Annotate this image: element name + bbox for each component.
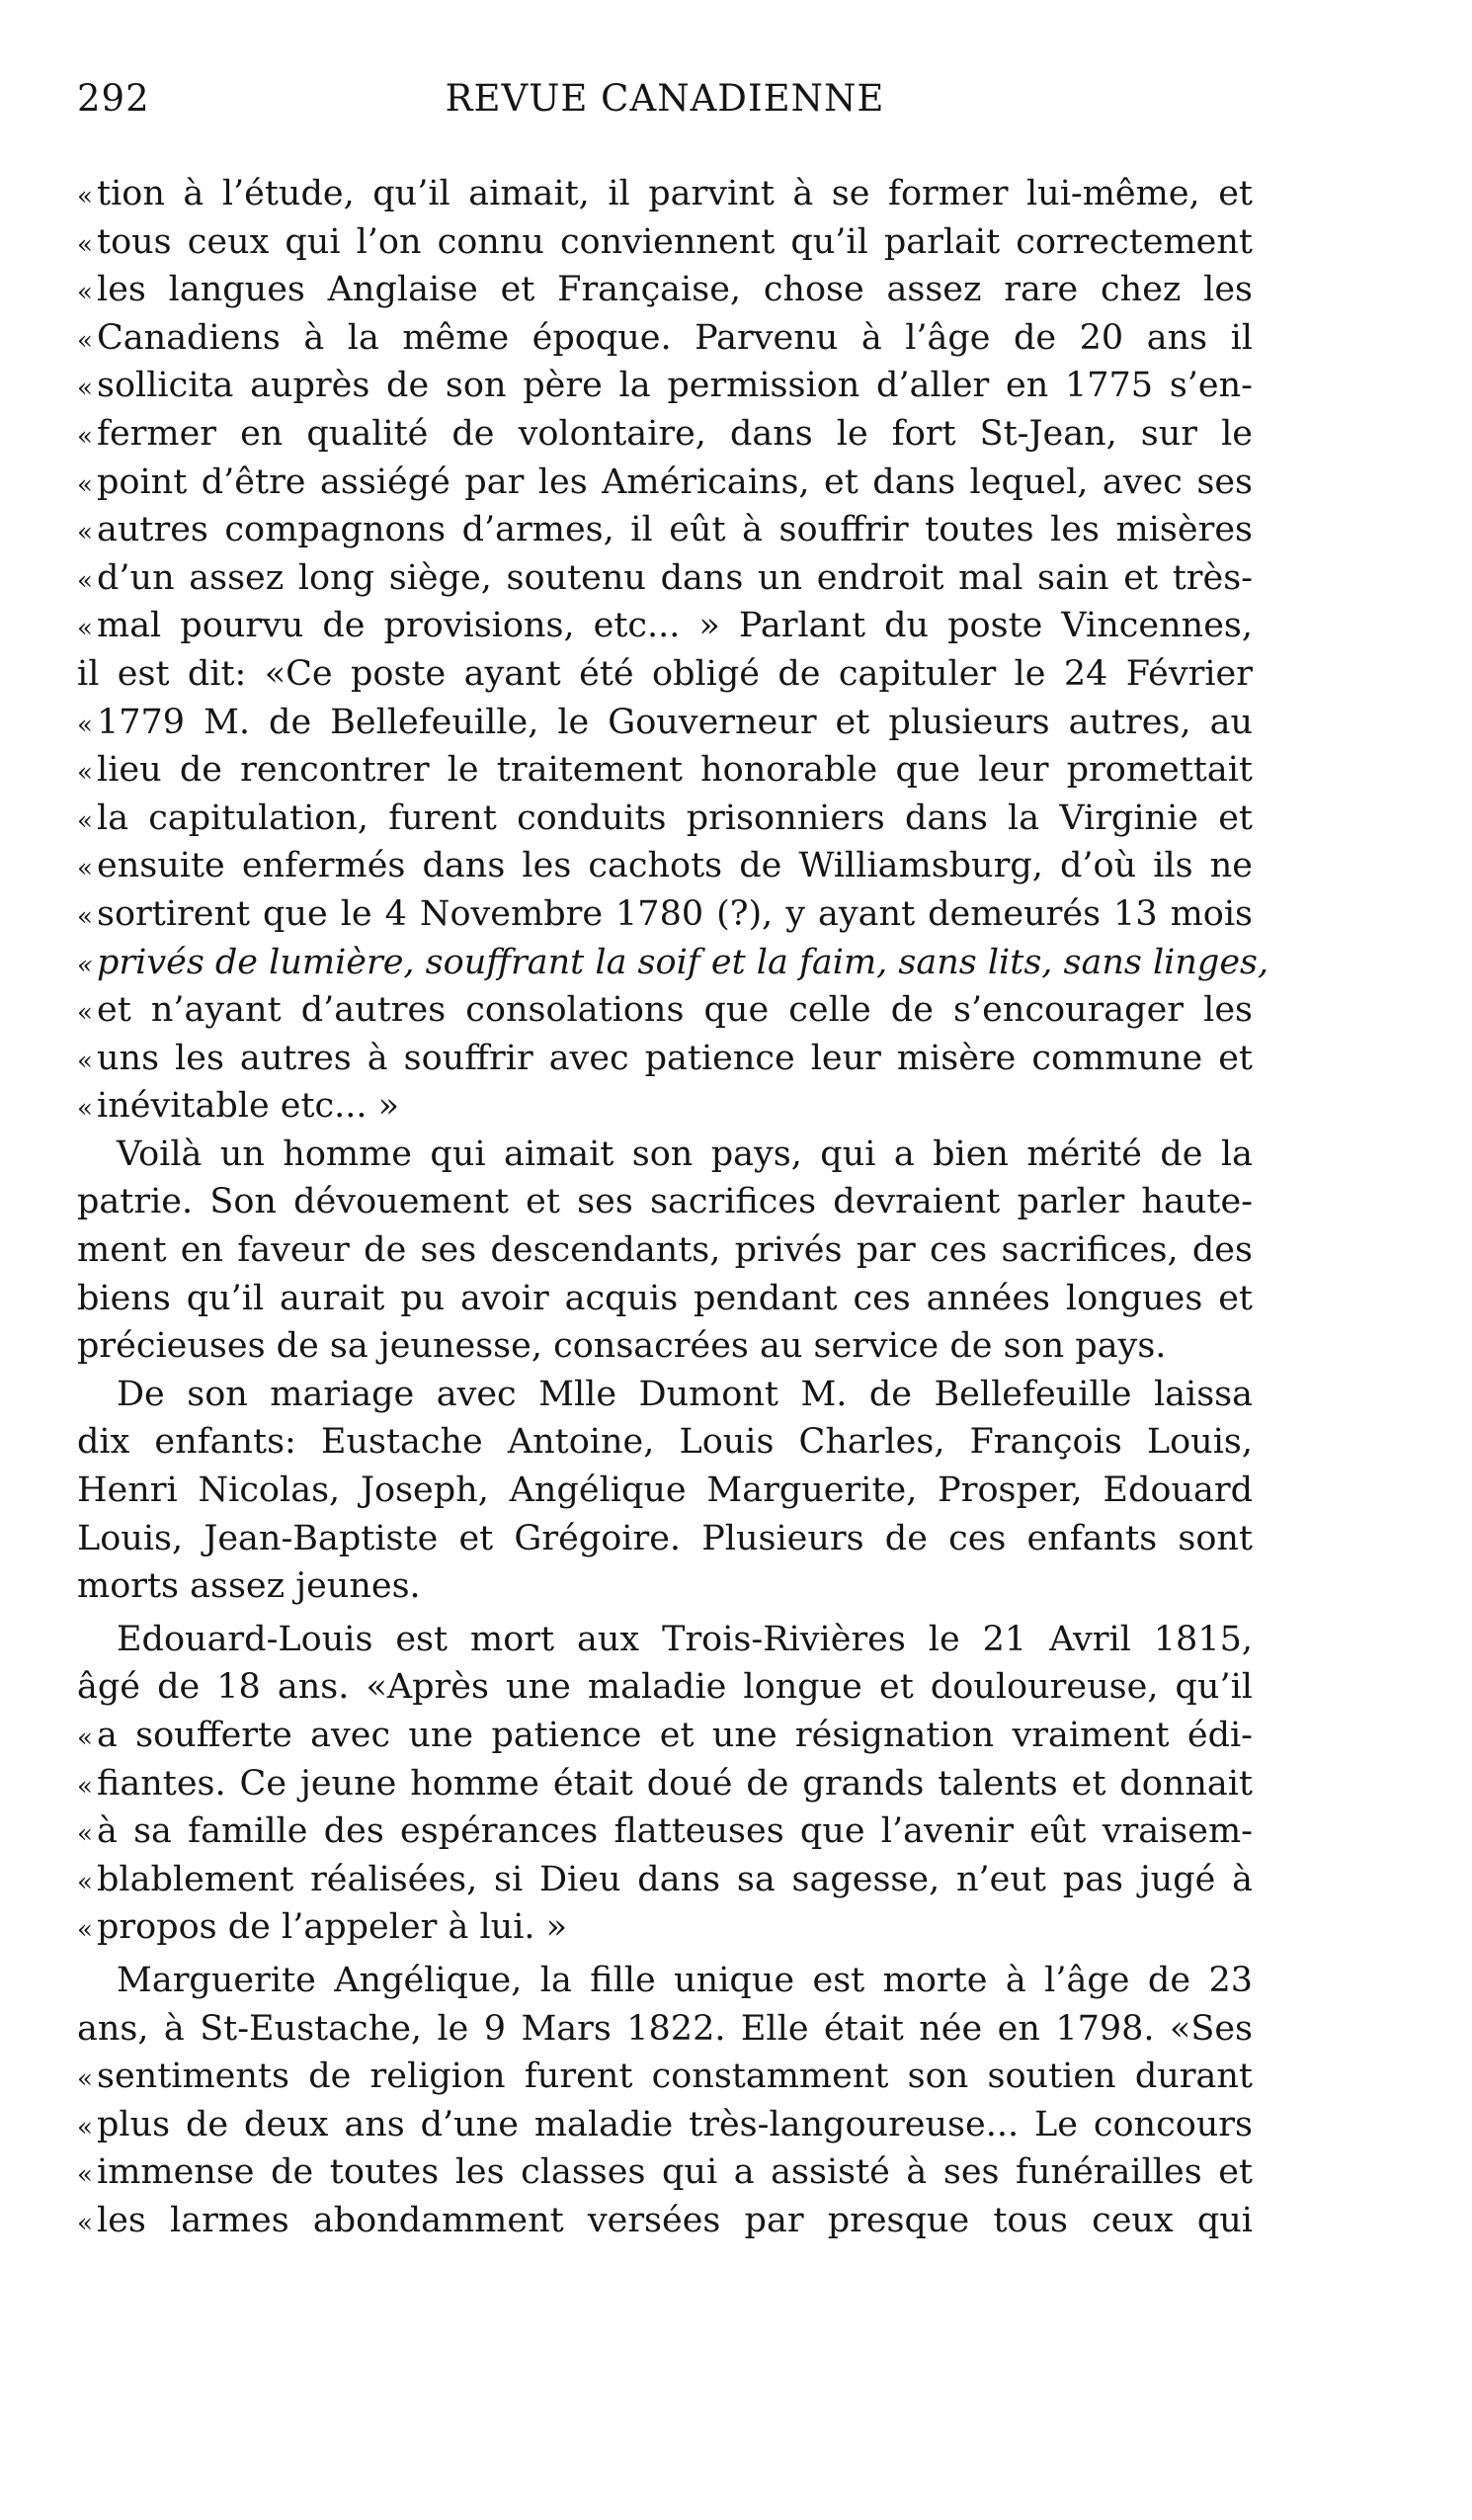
line-text: les larmes abondamment versées par presque tous ceux qui: [97, 2200, 1253, 2240]
text-line: [77, 1760, 1253, 1808]
quote-mark: «: [77, 614, 93, 644]
quote-mark: «: [77, 710, 93, 740]
quote-mark: «: [77, 901, 93, 932]
line-text: blablement réalisées, si Dieu dans sa sagesse, n’eut pas jugé à: [97, 1859, 1253, 1899]
text-line: [77, 1275, 1253, 1323]
line-text: précieuses de sa jeunesse, consacrées au service de son pays.: [77, 1326, 1167, 1367]
text-line: [77, 314, 1253, 363]
line-text: tous ceux qui l’on connu conviennent qu’il parlait correctement: [97, 221, 1253, 262]
line-text: point d’être assiégé par les Américains, et dans lequel, avec ses: [97, 462, 1253, 502]
line-text: il est dit: «Ce poste ayant été obligé de capituler le 24 Février: [77, 653, 1253, 694]
line-text: ment en faveur de ses descendants, privés par ces sacrifices, des: [77, 1230, 1253, 1271]
quote-mark: «: [77, 1819, 93, 1850]
quote-mark: «: [77, 758, 93, 789]
line-text: Henri Nicolas, Joseph, Angélique Marguerite, Prosper, Edouard: [77, 1470, 1253, 1511]
line-text: mal pourvu de provisions, etc... » Parlant du poste Vincennes,: [97, 606, 1253, 646]
text-line: [77, 890, 1253, 939]
text-line: [77, 506, 1253, 554]
text-line: [77, 459, 1253, 507]
line-text: 1779 M. de Bellefeuille, le Gouverneur et plusieurs autres, au: [97, 702, 1253, 742]
text-line-italic: [77, 939, 1269, 987]
text-line: [77, 2148, 1253, 2197]
line-text: patrie. Son dévouement et ses sacrifices devraient parler haute-: [77, 1182, 1253, 1222]
line-text: biens qu’il aurait pu avoir acquis pendant ces années longues et: [77, 1278, 1253, 1318]
paragraph-start: [77, 1131, 1253, 1179]
quote-mark: «: [77, 1046, 93, 1076]
line-text: Canadiens à la même époque. Parvenu à l’âge de 20 ans il: [97, 317, 1253, 358]
text-line: [77, 1663, 1253, 1712]
text-line: [77, 1418, 1253, 1467]
text-line: [77, 1178, 1253, 1226]
quote-mark: «: [77, 565, 93, 596]
text-line: [77, 218, 1253, 267]
quote-mark: «: [77, 325, 93, 356]
page-number: 292: [77, 77, 150, 120]
text-line: [77, 1226, 1253, 1275]
text-line: [77, 1562, 1253, 1611]
line-text: sortirent que le 4 Novembre 1780 (?), y ayant demeurés 13 mois: [97, 893, 1253, 934]
line-text: uns les autres à souffrir avec patience leur misère commune et: [97, 1038, 1253, 1078]
line-text: morts assez jeunes.: [77, 1566, 421, 1607]
line-text: Edouard-Louis est mort aux Trois-Rivières le 21 Avril 1815,: [117, 1619, 1253, 1659]
paragraph-start: [77, 1371, 1253, 1419]
quote-mark: «: [77, 2064, 93, 2095]
quote-mark: «: [77, 2208, 93, 2238]
line-text: à sa famille des espérances flatteuses que l’avenir eût vraisem-: [97, 1811, 1253, 1852]
text-line: [77, 362, 1253, 410]
text-line: [77, 746, 1253, 795]
text-line: [77, 1322, 1253, 1371]
quote-mark: «: [77, 1723, 93, 1753]
text-line: [77, 1467, 1253, 1515]
text-line: [77, 842, 1253, 890]
page-header: [77, 77, 1263, 148]
line-text: a soufferte avec une patience et une résignation vraiment édi-: [97, 1716, 1253, 1755]
text-line: [77, 1035, 1253, 1083]
quote-mark: «: [77, 805, 93, 836]
line-text: sollicita auprès de son père la permission d’aller en 1775 s’en-: [97, 366, 1253, 406]
line-text: Louis, Jean-Baptiste et Grégoire. Plusieurs de ces enfants sont: [77, 1518, 1253, 1558]
line-text: Marguerite Angélique, la fille unique est morte à l’âge de 23: [117, 1960, 1253, 2000]
text-line: [77, 986, 1253, 1035]
line-text: fiantes. Ce jeune homme était doué de grands talents et donnait: [97, 1763, 1253, 1804]
quote-mark: «: [77, 2112, 93, 2142]
quote-mark: «: [77, 998, 93, 1029]
line-text: âgé de 18 ans. «Après une maladie longue et douloureuse, qu’il: [77, 1667, 1253, 1708]
text-line: [77, 170, 1253, 218]
quote-mark: «: [77, 229, 93, 260]
quote-mark: «: [77, 1867, 93, 1897]
text-line: [77, 554, 1253, 603]
quote-mark: «: [77, 2160, 93, 2191]
line-text: la capitulation, furent conduits prisonniers dans la Virginie et: [97, 798, 1253, 838]
text-line: [77, 1712, 1253, 1760]
quote-mark: «: [77, 469, 93, 500]
quote-mark: «: [77, 1915, 93, 1946]
line-text: fermer en qualité de volontaire, dans le fort St-Jean, sur le: [97, 413, 1253, 454]
text-line: [77, 795, 1253, 843]
line-text: les langues Anglaise et Française, chose assez rare chez les: [97, 270, 1253, 310]
line-text: et n’ayant d’autres consolations que celle de s’encourager les: [97, 990, 1253, 1031]
paragraph-start: [77, 1957, 1253, 2005]
line-text: ans, à St-Eustache, le 9 Mars 1822. Elle était née en 1798. «Ses: [77, 2008, 1253, 2049]
text-line: [77, 2101, 1253, 2149]
line-text: autres compagnons d’armes, il eût à souffrir toutes les misères: [97, 510, 1253, 550]
line-text: d’un assez long siège, soutenu dans un endroit mal sain et très-: [97, 557, 1253, 598]
line-text: ensuite enfermés dans les cachots de Williamsburg, d’où ils ne: [97, 846, 1253, 886]
line-text: propos de l’appeler à lui. »: [97, 1907, 568, 1948]
line-text: privés de lumière, souffrant la soif et la faim, sans lits, sans linges,: [97, 942, 1269, 982]
text-line: [77, 2053, 1253, 2101]
line-text: Voilà un homme qui aimait son pays, qui a bien mérité de la: [117, 1134, 1253, 1174]
quote-mark: «: [77, 854, 93, 884]
line-text: inévitable etc... »: [97, 1086, 400, 1127]
quote-mark: «: [77, 182, 93, 211]
text-line: [77, 1515, 1253, 1563]
book-page: [77, 77, 1269, 2240]
text-line: [77, 1807, 1253, 1856]
quote-mark: «: [77, 278, 93, 308]
line-text: immense de toutes les classes qui a assisté à ses funérailles et: [97, 2152, 1253, 2193]
line-text: De son mariage avec Mlle Dumont M. de Bellefeuille laissa: [117, 1374, 1253, 1414]
text-line: [77, 2197, 1253, 2245]
body-text: [77, 170, 1269, 2245]
text-line: [77, 1903, 1253, 1952]
line-text: dix enfants: Eustache Antoine, Louis Charles, François Louis,: [77, 1422, 1253, 1463]
quote-mark: «: [77, 374, 93, 404]
text-line: [77, 266, 1253, 314]
text-line: [77, 1082, 1253, 1131]
text-line: [77, 602, 1253, 650]
text-line: [77, 1856, 1253, 1904]
running-title: REVUE CANADIENNE: [445, 77, 885, 120]
paragraph-start: [77, 1616, 1253, 1664]
quote-mark: «: [77, 1094, 93, 1125]
text-line: [77, 650, 1253, 699]
text-line: [77, 410, 1253, 459]
line-text: plus de deux ans d’une maladie très-langoureuse... Le concours: [97, 2104, 1253, 2144]
quote-mark: «: [77, 950, 93, 980]
line-text: lieu de rencontrer le traitement honorable que leur promettait: [97, 750, 1253, 791]
quote-mark: «: [77, 421, 93, 452]
text-line: [77, 2005, 1253, 2054]
line-text: tion à l’étude, qu’il aimait, il parvint à se former lui-même, et: [97, 174, 1253, 213]
line-text: sentiments de religion furent constamment son soutien durant: [97, 2057, 1253, 2097]
quote-mark: «: [77, 1771, 93, 1802]
quote-mark: «: [77, 518, 93, 548]
text-line: [77, 699, 1253, 747]
